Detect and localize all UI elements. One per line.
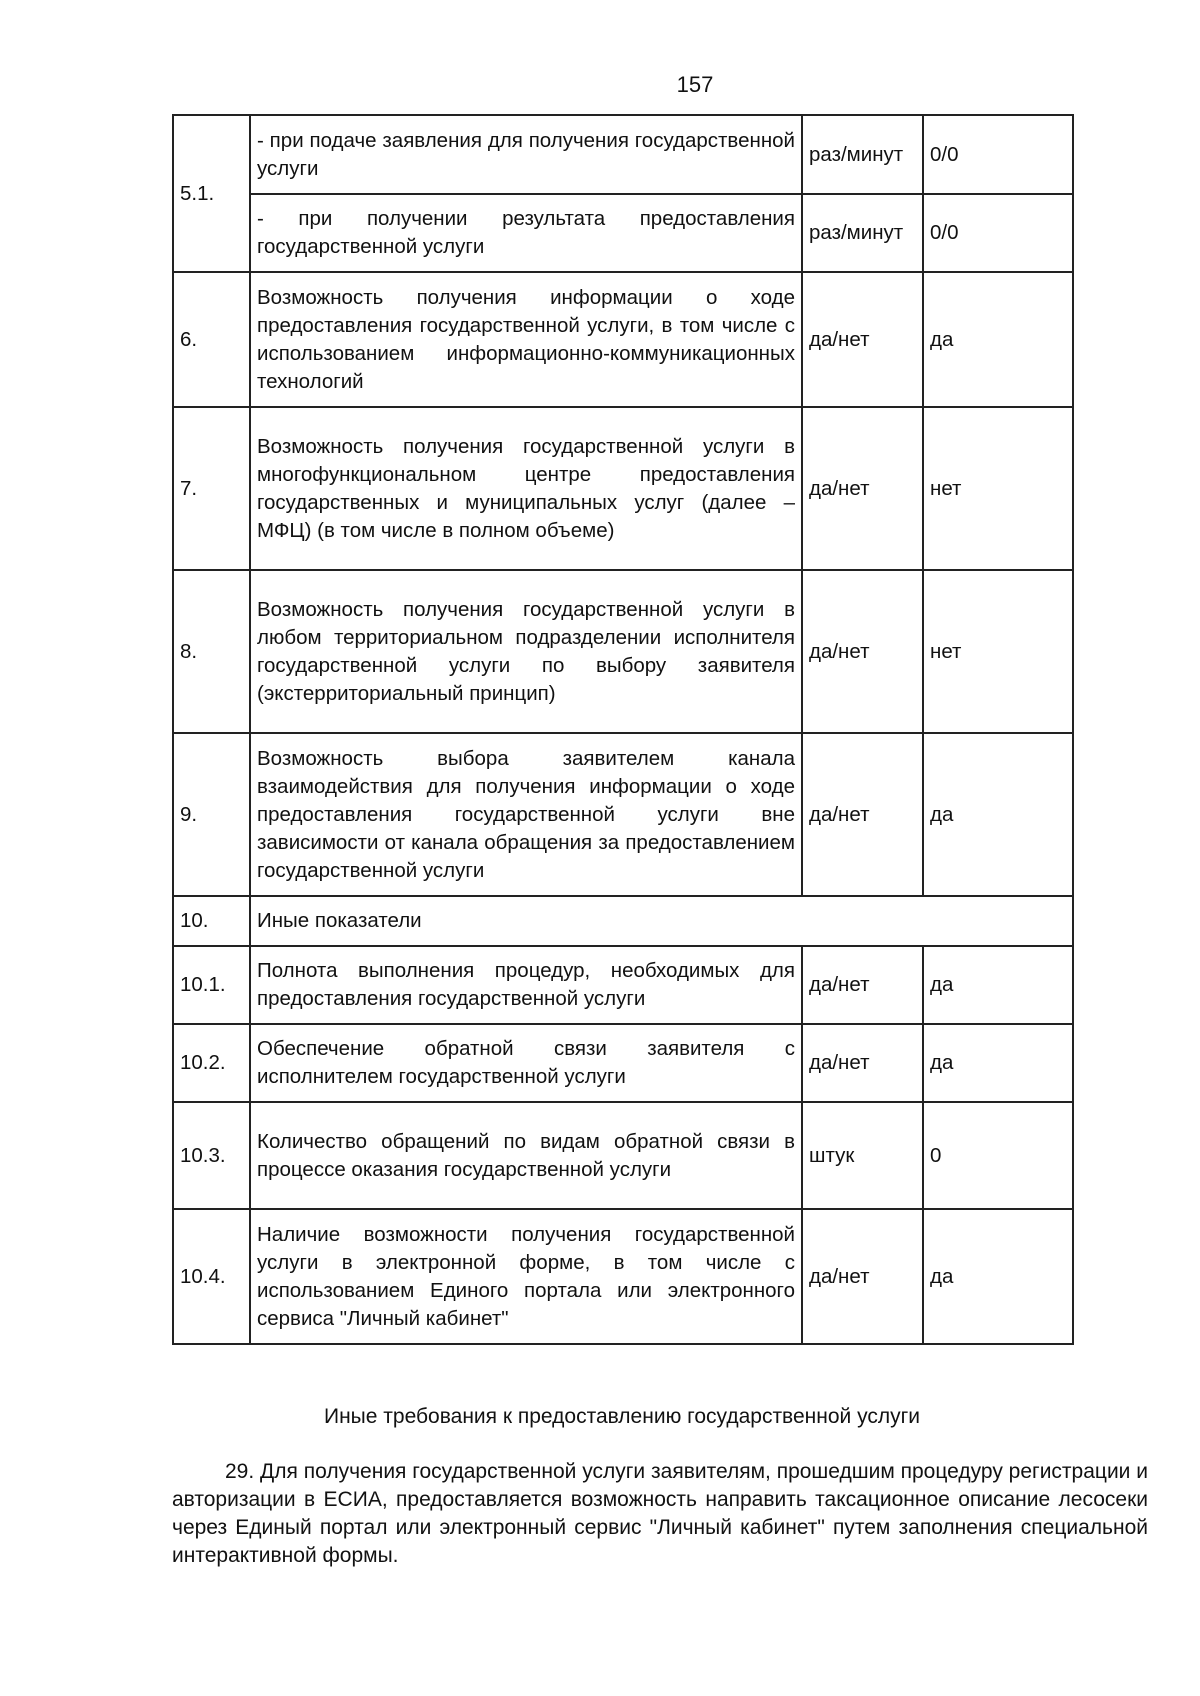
table-row (173, 733, 1073, 896)
row-value: да (923, 733, 1073, 896)
table-row (173, 407, 1073, 570)
row-number: 7. (173, 407, 250, 570)
row-description: Обеспечение обратной связи заявителя с исполнителем государственной услуги (250, 1024, 802, 1102)
table-row (173, 194, 1073, 272)
row-unit: да/нет (802, 272, 923, 407)
row-number: 9. (173, 733, 250, 896)
row-value: 0/0 (923, 194, 1073, 272)
section-heading: Иные требования к предоставлению государственной услуги (323, 1405, 921, 1428)
table-row (173, 1024, 1073, 1102)
row-description: Возможность получения государственной услуги в многофункциональном центре предоставления государственных и муниципальных услуг (далее – МФЦ) (в том числе в полном объеме) (250, 407, 802, 570)
row-number: 10.4. (173, 1209, 250, 1344)
row-unit: да/нет (802, 733, 923, 896)
row-value: да (923, 272, 1073, 407)
row-description: - при получении результата предоставления государственной услуги (250, 194, 802, 272)
row-unit: да/нет (802, 570, 923, 733)
row-number: 8. (173, 570, 250, 733)
row-number: 10. (173, 896, 250, 946)
row-number: 6. (173, 272, 250, 407)
table-row (173, 272, 1073, 407)
row-unit: да/нет (802, 407, 923, 570)
row-description: Наличие возможности получения государственной услуги в электронной форме, в том числе с использованием Единого портала или электронного сервиса "Личный кабинет" (250, 1209, 802, 1344)
table-row (173, 946, 1073, 1024)
row-description: Возможность выбора заявителем канала взаимодействия для получения информации о ходе предоставления государственной услуги вне зависимости от канала обращения за предоставлением государственной услуги (250, 733, 802, 896)
row-unit: да/нет (802, 946, 923, 1024)
row-number: 10.2. (173, 1024, 250, 1102)
row-description: Возможность получения государственной услуги в любом территориальном подразделении исполнителя государственной услуги по выбору заявителя (экстерриториальный принцип) (250, 570, 802, 733)
row-unit: раз/минут (802, 115, 923, 194)
body-paragraph: 29. Для получения государственной услуги заявителям, прошедшим процедуру регистрации и авторизации в ЕСИА, предоставляется возможность направить таксационное описание лесосеки через Единый портал или электронный сервис "Личный кабинет" путем заполнения специальной интерактивной формы. (172, 1460, 1148, 1567)
table-row (173, 115, 1073, 194)
row-value: 0 (923, 1102, 1073, 1209)
row-number: 10.3. (173, 1102, 250, 1209)
row-value: нет (923, 570, 1073, 733)
row-number: 5.1. (173, 115, 250, 272)
row-value: да (923, 1024, 1073, 1102)
row-value: 0/0 (923, 115, 1073, 194)
table-row (173, 1209, 1073, 1344)
page-number: 157 (676, 72, 714, 97)
row-description: Полнота выполнения процедур, необходимых для предоставления государственной услуги (250, 946, 802, 1024)
row-number: 10.1. (173, 946, 250, 1024)
row-value: нет (923, 407, 1073, 570)
table-row (173, 570, 1073, 733)
row-description: Иные показатели (250, 896, 1073, 946)
row-value: да (923, 946, 1073, 1024)
row-unit: да/нет (802, 1209, 923, 1344)
table-row (173, 1102, 1073, 1209)
row-unit: раз/минут (802, 194, 923, 272)
row-description: Количество обращений по видам обратной связи в процессе оказания государственной услуги (250, 1102, 802, 1209)
indicators-table (172, 114, 1074, 1345)
row-value: да (923, 1209, 1073, 1344)
row-unit: да/нет (802, 1024, 923, 1102)
table-row (173, 896, 1073, 946)
row-description: - при подаче заявления для получения государственной услуги (250, 115, 802, 194)
row-unit: штук (802, 1102, 923, 1209)
row-description: Возможность получения информации о ходе предоставления государственной услуги, в том числе с использованием информационно-коммуникационных технологий (250, 272, 802, 407)
